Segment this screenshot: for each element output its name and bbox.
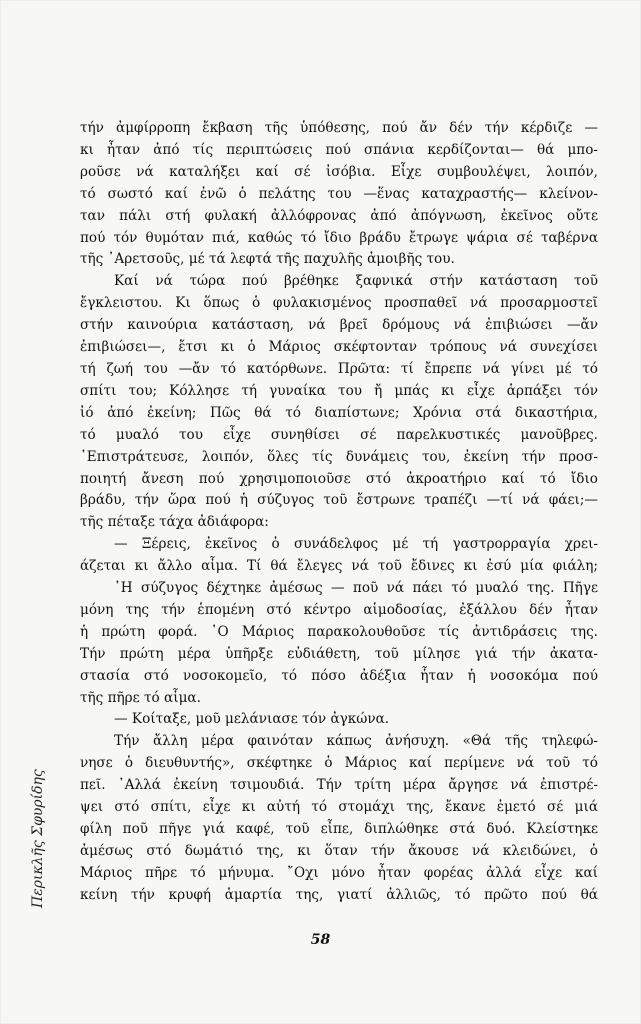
text-line: άζεται κι ἄλλο αἷμα. Τί θά ἔλεγες νά τοῦ ἔδινες κι ἐσύ μία φιάλη;: [80, 558, 598, 575]
text-line: ταν πάλι στή φυλακή ἀλλόφρονας ἀπό ἀπόγνωση, ἐκεῖνος οὔτε: [80, 207, 598, 224]
text-line: Καί νά τώρα πού βρέθηκε ξαφνικά στήν κατάσταση τοῦ: [114, 273, 598, 290]
text-line: φίλη ποῦ πῆγε γιά καφέ, τοῦ εἶπε, διπλώθηκε στά δυό. Κλείστηκε: [80, 821, 598, 837]
text-line: τή ζωή του —ἄν τό κατόρθωνε. Πρῶτα: τί ἔπρεπε νά γίνει μέ τό: [80, 360, 598, 377]
text-line: κι ἦταν ἀπό τίς περιπτώσεις πού σπάνια κερδίζονται— θά μπο-: [80, 141, 598, 158]
text-line: ἐπιβιώσει—, ἔτσι κι ὁ Μάριος σκέφτονταν τρόπους νά συνεχίσει: [80, 339, 598, 356]
text-line: κείνη τήν κρυφή ἁμαρτία της, γιατί ἀλλιῶς, τό πρῶτο πού θά: [80, 886, 598, 903]
text-line: ψει στό σπίτι, εἶχε κι αὐτή τό στομάχι της, ἔκανε ἐμετό σέ μιά: [80, 799, 598, 816]
text-line: μόνη της τήν ἑπομένη στό κέντρο αἱμοδοσίας, ἐξάλλου δέν ἦταν: [80, 601, 598, 618]
text-line: τῆς πέταξε τάχα ἀδιάφορα:: [80, 514, 269, 531]
text-line: στήν καινούρια κατάσταση, νά βρεῖ δρόμους νά ἐπιβιώσει —ἄν: [80, 317, 598, 334]
text-line: — Κοίταξε, μοῦ μελάνιασε τόν ἀγκώνα.: [114, 711, 390, 728]
page-number: 58: [310, 932, 331, 948]
text-line: Τήν πρώτη μέρα ὑπῆρξε εὐδιάθετη, τοῦ μίλησε γιά τήν ἀκατα-: [80, 645, 598, 662]
text-line: πού τόν θυμόταν πιά, καθώς τό ἴδιο βράδυ ἔτρωγε ψάρια σέ ταβέρνα: [80, 229, 598, 246]
body-text: [80, 118, 598, 907]
text-line: ἀμέσως στό δωμάτιό της, κι ὅταν τήν ἄκουσε νά κλειδώνει, ὁ: [80, 842, 598, 859]
text-line: ἰό ἀπό ἐκείνη; Πῶς θά τό διαπίστωνε; Χρόνια στά δικαστήρια,: [80, 404, 598, 421]
text-line: στασία στό νοσοκομεῖο, τό πόσο ἀδέξια ἦταν ἡ νοσοκόμα πού: [80, 667, 598, 684]
text-line: ᾿Επιστράτευσε, λοιπόν, ὅλες τίς δυνάμεις του, ἐκείνη τήν προσ-: [80, 448, 598, 465]
text-line: ροῦσε νά καταλήξει καί σέ ἰσόβια. Εἶχε συμβουλέψει, λοιπόν,: [80, 163, 598, 180]
text-line: τήν ἀμφίρροπη ἔκβαση τῆς ὑπόθεσης, πού ἄν δέν τήν κέρδιζε —: [80, 120, 598, 136]
text-line: Μάριος πῆρε τό μήνυμα. ῎Οχι μόνο ἦταν φορέας ἀλλά εἶχε καί: [80, 864, 598, 881]
text-line: βράδυ, τήν ὥρα πού ἡ σύζυγος τοῦ ἔστρωνε τραπέζι —τί νά φάει;—: [80, 492, 598, 509]
text-line: ἡ πρώτη φορά. ῾Ο Μάριος παρακολουθοῦσε τίς ἀντιδράσεις της.: [80, 623, 598, 640]
text-line: νησε ὁ διευθυντής», σκέφτηκε ὁ Μάριος καί περίμενε νά τοῦ τό: [80, 755, 598, 772]
text-line: ἔγκλειστου. Κι ὅπως ὁ φυλακισμένος προσπαθεῖ νά προσαρμοστεῖ: [80, 295, 598, 312]
text-line: Τήν ἄλλη μέρα φαινόταν κάπως ἀνήσυχη. «Θά τῆς τηλεφώ-: [114, 733, 598, 750]
text-line: τῆς ᾿Αρετσοῦς, μέ τά λεφτά τῆς παχυλῆς ἀμοιβῆς του.: [80, 251, 455, 268]
text-line: τό μυαλό του εἶχε συνηθίσει σέ παρελκυστικές μανοῦβρες.: [80, 426, 598, 443]
text-line: τό σωστό καί ἐνῶ ὁ πελάτης του —ἕνας καταχραστής— κλείνον-: [80, 185, 598, 202]
running-head-author: Περικλῆς Σφυρίδης: [30, 769, 46, 908]
text-line: πεῖ. ᾿Αλλά ἐκείνη τσιμουδιά. Τήν τρίτη μέρα ἄργησε νά ἐπιστρέ-: [80, 777, 598, 794]
text-line: τῆς πῆρε τό αἷμα.: [80, 689, 201, 706]
text-line: ῾Η σύζυγος δέχτηκε ἀμέσως — ποῦ νά πάει τό μυαλό της. Πῆγε: [114, 580, 598, 597]
text-line: σπίτι του; Κόλλησε τή γυναίκα του ἤ μπάς κι εἶχε ἁρπάξει τόν: [80, 382, 598, 399]
text-line: ποιητή ἄνεση πού χρησιμοποιοῦσε στό ἀκροατήριο καί τό ἴδιο: [80, 470, 598, 487]
text-line: — Ξέρεις, ἐκεῖνος ὁ συνάδελφος μέ τή γαστρορραγία χρει-: [114, 536, 598, 553]
